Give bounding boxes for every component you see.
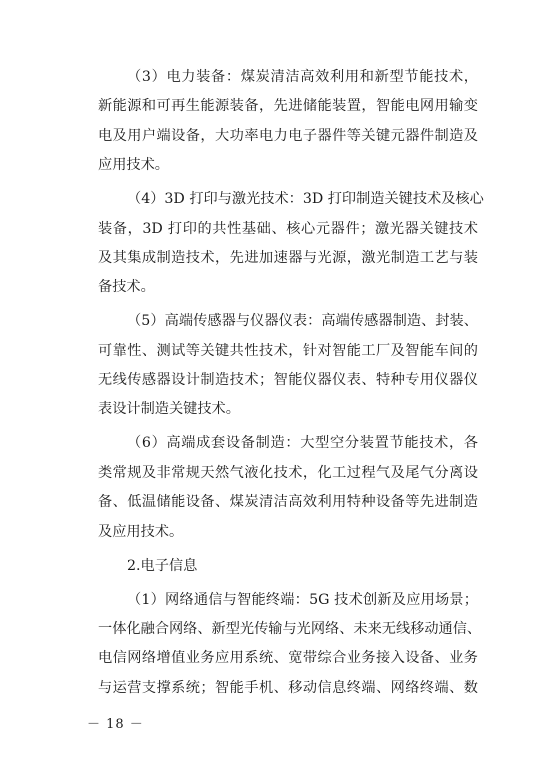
paragraph-3d-printing-laser bbox=[98, 185, 484, 303]
paragraph-line: 电及用户端设备，大功率电力电子器件等关键元器件制造及 bbox=[98, 127, 478, 144]
document-body bbox=[98, 63, 484, 708]
paragraph-line: 可靠性、测试等关键共性技术，针对智能工厂及智能车间的 bbox=[98, 342, 478, 359]
paragraph-line: 新能源和可再生能源装备，先进储能装置，智能电网用输变 bbox=[98, 98, 478, 115]
paragraph-line: 应用技术。 bbox=[98, 157, 169, 174]
paragraph-line: 表设计制造关键技术。 bbox=[98, 401, 240, 418]
paragraph-power-equipment bbox=[98, 63, 478, 181]
section-heading bbox=[98, 552, 478, 581]
paragraph-line: 及应用技术。 bbox=[98, 523, 184, 540]
paragraph-line: 类常规及非常规天然气液化技术，化工过程气及尾气分离设 bbox=[98, 464, 478, 481]
paragraph-complete-equipment bbox=[98, 429, 478, 547]
paragraph-line: 装备，3D 打印的共性基础、核心元器件；激光器关键技术 bbox=[98, 220, 478, 237]
paragraph-line: 及其集成制造技术，先进加速器与光源，激光制造工艺与装 bbox=[98, 249, 478, 266]
paragraph-line: 与运营支撑系统；智能手机、移动信息终端、网络终端、数 bbox=[98, 679, 478, 696]
paragraph-line: （6）高端成套设备制造：大型空分装置节能技术，各 bbox=[127, 435, 478, 452]
paragraph-line: （1）网络通信与智能终端：5G 技术创新及应用场景； bbox=[127, 591, 478, 608]
paragraph-line: （4）3D 打印与激光技术：3D 打印制造关键技术及核心 bbox=[127, 191, 484, 208]
paragraph-line: 备、低温储能设备、煤炭清洁高效利用特种设备等先进制造 bbox=[98, 494, 478, 511]
paragraph-line: 备技术。 bbox=[98, 279, 155, 296]
section-heading-text: 2.电子信息 bbox=[127, 557, 198, 574]
paragraph-line: （3）电力装备：煤炭清洁高效利用和新型节能技术， bbox=[127, 69, 478, 85]
paragraph-line: 一体化融合网络、新型光传输与光网络、未来无线移动通信、 bbox=[98, 621, 482, 637]
paragraph-line: 无线传感器设计制造技术；智能仪器仪表、特种专用仪器仪 bbox=[98, 372, 478, 389]
paragraph-network-communication bbox=[98, 586, 482, 704]
paragraph-line: （5）高端传感器与仪器仪表：高端传感器制造、封装、 bbox=[127, 313, 478, 330]
page-number: － 18 － bbox=[87, 717, 144, 732]
paragraph-line: 电信网络增值业务应用系统、宽带综合业务接入设备、业务 bbox=[98, 650, 478, 667]
paragraph-sensors-instruments bbox=[98, 307, 478, 425]
